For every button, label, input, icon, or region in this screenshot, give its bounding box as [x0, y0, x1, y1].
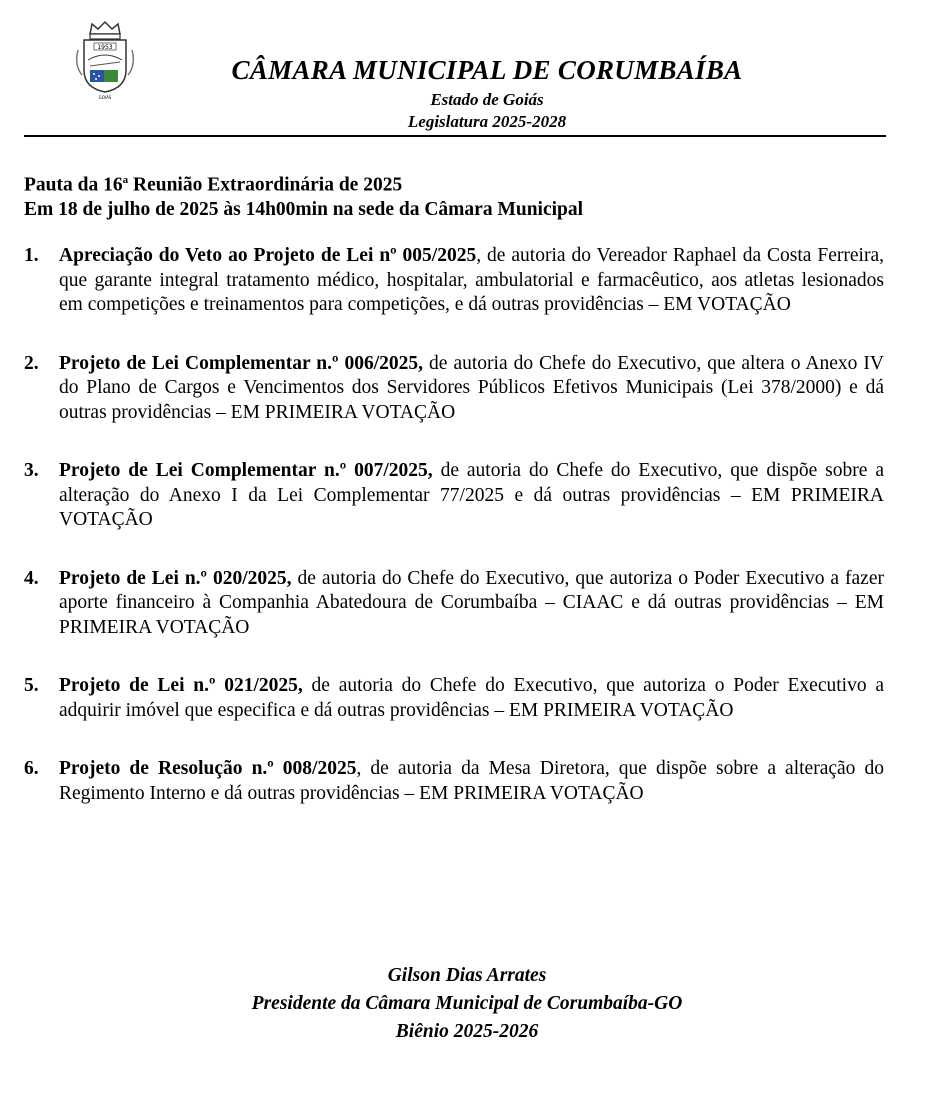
- svg-text:GOIÁS: GOIÁS: [98, 95, 112, 100]
- pauta-heading: [24, 168, 583, 222]
- agenda-item: 5. Projeto de Lei n.º 021/2025, de autoria do Chefe do Executivo, que autoriza o Poder Executivo a adquirir imóvel que especifica e dá outras providências – EM PRIMEIRA VOTAÇÃO: [24, 675, 884, 721]
- agenda-item: 3. Projeto de Lei Complementar n.º 007/2025, de autoria do Chefe do Executivo, que dispõe sobre a alteração do Anexo I da Lei Complementar 77/2025 e dá outras providências – EM PRIMEIRA VOTAÇÃO: [24, 460, 885, 530]
- svg-text:1953: 1953: [97, 44, 113, 51]
- header-state: Estado de Goiás: [430, 90, 544, 109]
- signature-role: Presidente da Câmara Municipal de Corumbaíba-GO: [251, 993, 683, 1014]
- pauta-line-1: Pauta da 16$^a$ Reunião Extraordinária de 2025: [24, 174, 403, 196]
- header-legislature: Legislatura 2025-2028: [407, 112, 567, 131]
- pauta-line-2: Em 18 de julho de 2025 às 14h00min na sede da Câmara Municipal: [24, 198, 584, 220]
- signature-name: Gilson Dias Arrates: [387, 965, 547, 986]
- header-title: CÂMARA MUNICIPAL DE CORUMBAÍBA: [231, 55, 743, 85]
- agenda-item: 2. Projeto de Lei Complementar n.º 006/2025, de autoria do Chefe do Executivo, que altera o Anexo IV do Plano de Cargos e Vencimentos dos Servidores Públicos Efetivos Municipais (Lei 378/2000) e dá outras providências – EM PRIMEIRA VOTAÇÃO: [24, 352, 884, 423]
- agenda-list: [24, 244, 884, 840]
- agenda-item: 6. Projeto de Resolução n.º 008/2025, de autoria da Mesa Diretora, que dispõe sobre a alteração do Regimento Interno e dá outras providências – EM PRIMEIRA VOTAÇÃO: [24, 758, 884, 804]
- agenda-item: 1. Apreciação do Veto ao Projeto de Lei nº 005/2025, de autoria do Vereador Raphael da Costa Ferreira, que garante integral tratamento médico, hospitalar, ambulatorial e farmacêutico, aos atletas lesionados em competições e treinamentos para competições, e dá outras providências – EM VOTAÇÃO: [24, 245, 884, 315]
- signature-term: Biênio 2025-2026: [395, 1021, 539, 1042]
- header-divider: [24, 135, 886, 137]
- agenda-item: 4. Projeto de Lei n.º 020/2025, de autoria do Chefe do Executivo, que autoriza o Poder Executivo a fazer aporte financeiro à Companhia Abatedoura de Corumbaíba – CIAAC e dá outras providências – EM PRIMEIRA VOTAÇÃO: [24, 567, 884, 638]
